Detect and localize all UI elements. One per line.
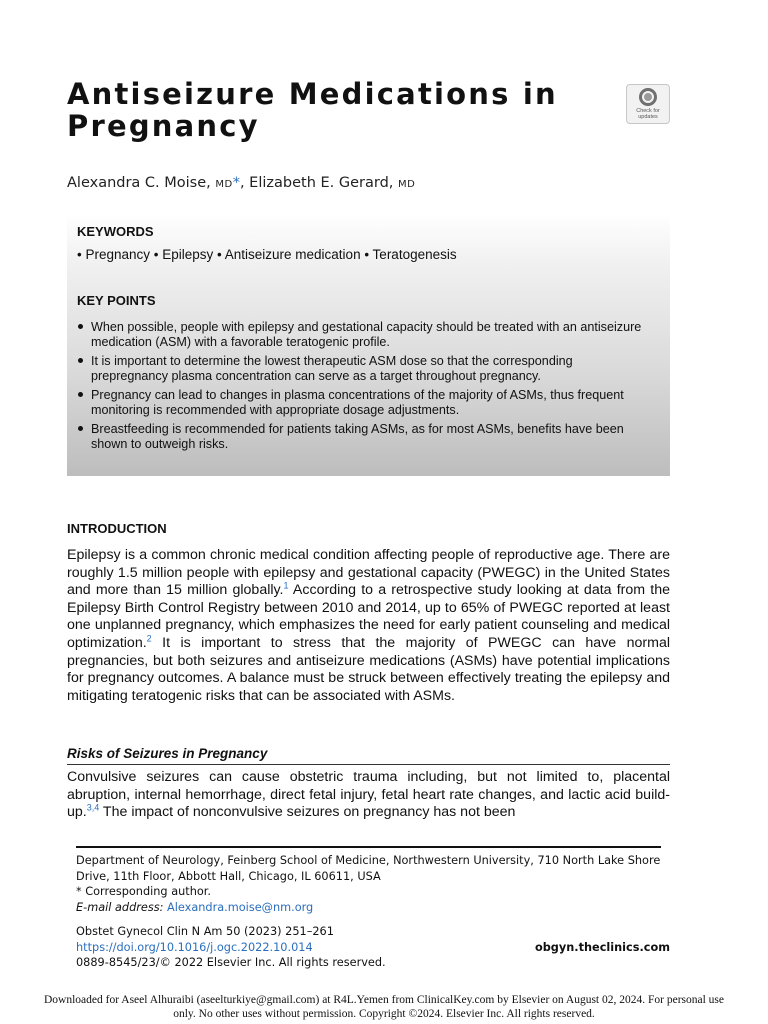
publication-meta [76, 924, 670, 971]
bullet-icon [78, 392, 83, 397]
corresponding-author-note: * Corresponding author. [76, 885, 211, 898]
author-2-name: , Elizabeth E. Gerard, [239, 175, 394, 191]
key-point-item: When possible, people with epilepsy and gestational capacity should be treated with an antiseizure medication (ASM) with a favorable teratogenic profile. [77, 320, 652, 349]
journal-site[interactable]: obgyn.theclinics.com [534, 940, 670, 954]
author-1-name: Alexandra C. Moise, [67, 175, 211, 191]
affiliation-footnote [76, 853, 671, 915]
introduction-paragraph: Epilepsy is a common chronic medical condition affecting people of reproductive age. There are roughly 1.5 million people with epilepsy and gestational capacity (PWEGC) in the United States and more than 15 million globally.$^1$ According to a retrospective study looking at data from the Epilepsy Birth Control Registry between 2010 and 2014, up to 65% of PWEGC reported at least one unplanned pregnancy, which emphasizes the need for early patient counseling and medical optimization.$^2$ It is important to stress that the majority of PWEGC can have normal pregnancies, but both seizures and antiseizure medications (ASMs) have potential implications for pregnancy outcomes. A balance must be struck between effectively treating the epilepsy and mitigating teratogenic risks that can be associated with ASMs. [67, 547, 671, 704]
article-title: Antiseizure Medications in Pregnancy [67, 77, 558, 143]
bullet-icon [78, 426, 83, 431]
footnote-divider [76, 846, 661, 848]
reference-link[interactable]: 2 [146, 633, 152, 644]
author-line [67, 175, 415, 191]
journal-citation: Obstet Gynecol Clin N Am 50 (2023) 251–261 [76, 925, 334, 938]
doi-link[interactable]: https://doi.org/10.1016/j.ogc.2022.10.014 [76, 940, 313, 954]
check-for-updates-icon [639, 88, 657, 106]
check-for-updates-badge[interactable] [626, 84, 670, 124]
bullet-icon [78, 358, 83, 363]
bullet-icon [78, 324, 83, 329]
reference-link[interactable]: 3,4 [86, 802, 100, 813]
corresponding-author-mark[interactable]: * [232, 175, 240, 191]
key-points-heading: KEY POINTS [77, 293, 156, 308]
keywords-keypoints-box [67, 214, 670, 476]
email-link[interactable]: Alexandra.moise@nm.org [167, 900, 314, 914]
key-point-item: Breastfeeding is recommended for patients taking ASMs, as for most ASMs, benefits have been shown to outweigh risks. [77, 422, 652, 451]
key-point-item: Pregnancy can lead to changes in plasma concentrations of the majority of ASMs, thus frequent monitoring is recommended with appropriate dosage adjustments. [77, 388, 652, 417]
keywords-heading: KEYWORDS [77, 224, 154, 239]
risks-subheading: Risks of Seizures in Pregnancy [67, 746, 670, 765]
email-line [76, 900, 671, 916]
copyright-line: 0889-8545/23/© 2022 Elsevier Inc. All rights reserved. [76, 956, 386, 969]
check-for-updates-label: Check for updates [636, 108, 660, 120]
introduction-heading: INTRODUCTION [67, 521, 167, 536]
reference-link[interactable]: 1 [283, 580, 289, 591]
affiliation-text: Department of Neurology, Feinberg School of Medicine, Northwestern University, 710 North Lake Shore Drive, 11th Floor, Abbott Hall, Chicago, IL 60611, USA [76, 854, 661, 883]
key-points-list [77, 320, 652, 456]
download-notice: Downloaded for Aseel Alhuraibi (aseelturkiye@gmail.com) at R4L.Yemen from ClinicalKey.com by Elsevier on August 02, 2024. For personal use only. No other uses without permission. Copyright ©2024. Elsevier Inc. All rights reserved. [43, 994, 725, 1020]
keywords-list: • Pregnancy • Epilepsy • Antiseizure medication • Teratogenesis [77, 247, 457, 262]
email-label: E-mail address: [76, 900, 164, 914]
author-2-degree: MD [398, 179, 416, 190]
risks-paragraph: Convulsive seizures can cause obstetric trauma including, but not limited to, placental abruption, internal hemorrhage, direct fetal injury, fetal heart rate changes, and lactic acid build-up.$^{3,4}$ The impact of nonconvulsive seizures on pregnancy has not been [67, 769, 670, 821]
author-1-degree: MD [215, 179, 233, 190]
key-point-item: It is important to determine the lowest therapeutic ASM dose so that the corresponding prepregnancy plasma concentration can serve as a target throughout pregnancy. [77, 354, 652, 383]
